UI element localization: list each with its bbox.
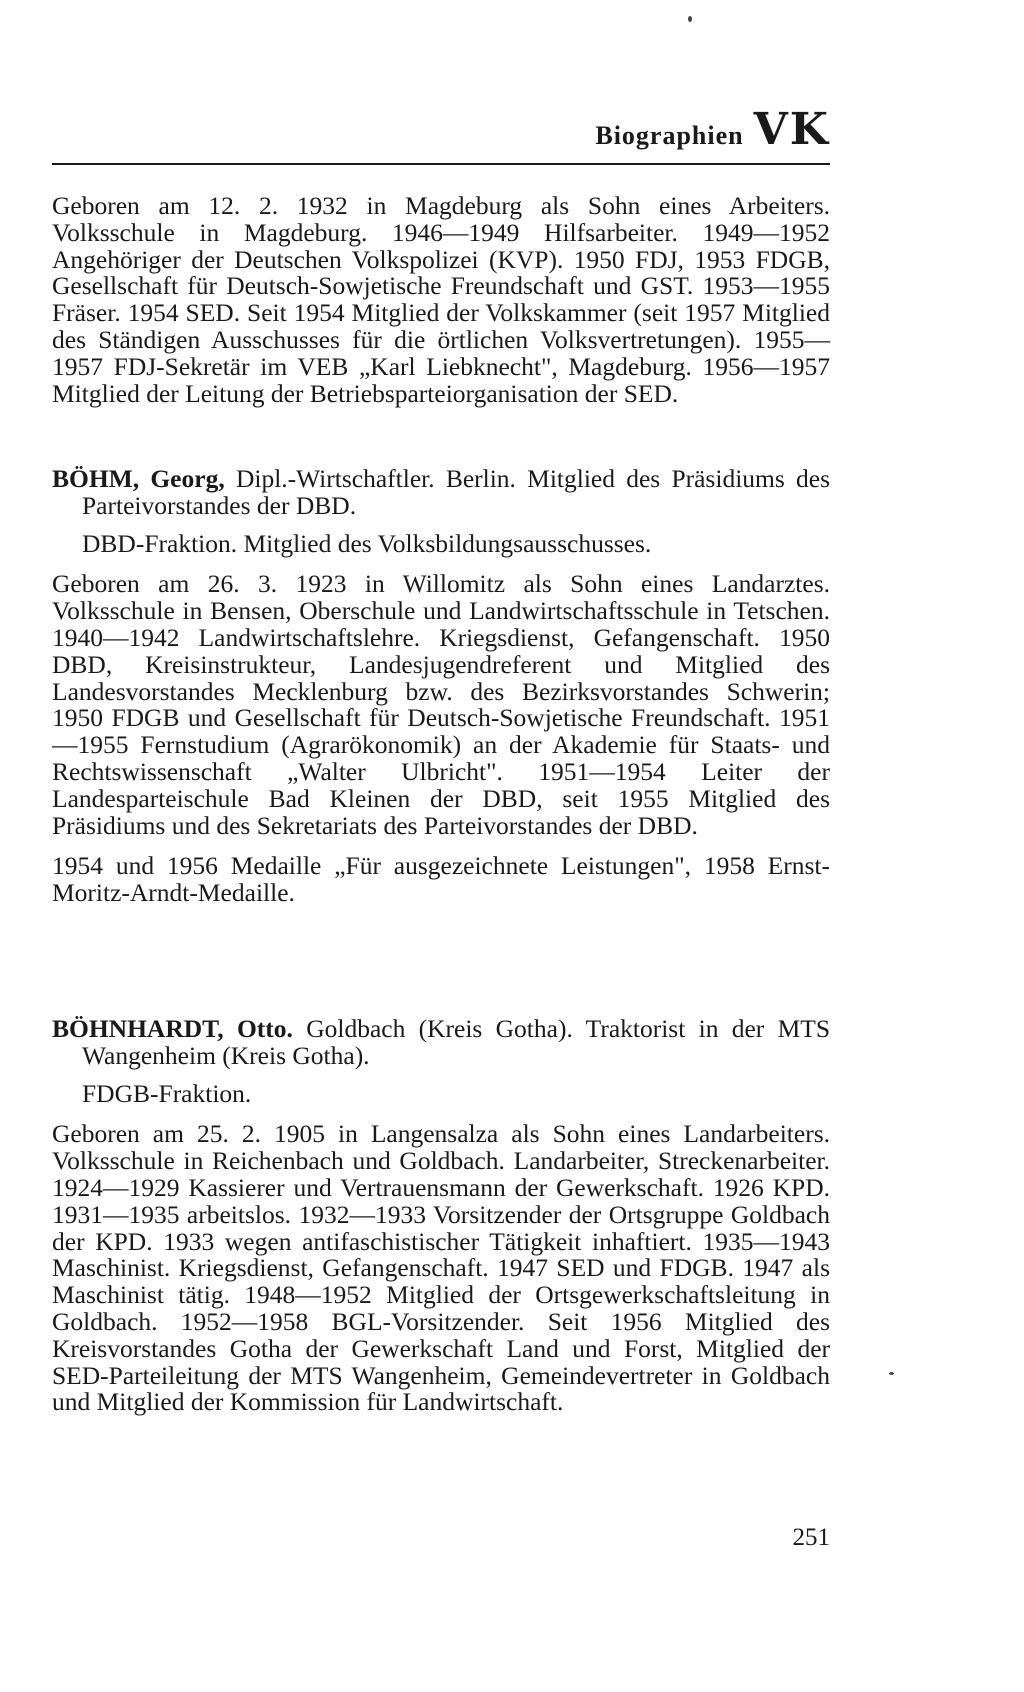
biography-paragraph: Geboren am 12. 2. 1932 in Magdeburg als Sohn eines Arbeiters. Volksschule in Magdeburg. 1946—1949 Hilfsarbeiter. 1949—1952 Angehöriger der Deutschen Volkspolizei (KVP). 1950 FDJ, 1953 FDGB, Gesellschaft für Deutsch-Sowjetische Freundschaft und GST. 1953—1955 Fräser. 1954 SED. Seit 1954 Mitglied der Volkskammer (seit 1957 Mitglied des Ständigen Ausschusses für die örtlichen Volksvertretungen). 1955—1957 FDJ-Sekretär im VEB „Karl Liebknecht", Magdeburg. 1956—1957 Mitglied der Leitung der Betriebsparteiorganisation der SED.	[52, 191, 830, 408]
book-page	[52, 0, 830, 1692]
running-header	[595, 104, 830, 155]
entry-fraction: DBD-Fraktion. Mitglied des Volksbildungsausschusses.	[82, 528, 652, 558]
entry-heading	[52, 466, 830, 520]
print-speck	[889, 1372, 894, 1375]
entry-head-text: Goldbach (Kreis Gotha). Traktorist in der MTS Wangenheim (Kreis Gotha).	[82, 1014, 831, 1070]
print-speck	[688, 16, 692, 22]
biography-paragraph: Geboren am 26. 3. 1923 in Willomitz als Sohn eines Landarztes. Volksschule in Bensen, Oberschule und Landwirtschaftsschule in Tetschen. 1940—1942 Landwirtschaftslehre. Kriegsdienst, Gefangenschaft. 1950 DBD, Kreisinstrukteur, Landesjugendreferent und Mitglied des Landesvorstandes Mecklenburg bzw. des Bezirksvorstandes Schwerin; 1950 FDGB und Gesellschaft für Deutsch-Sowjetische Freundschaft. 1951—1955 Fernstudium (Agrarökonomik) an der Akademie für Staats- und Rechtswissenschaft „Walter Ulbricht". 1951—1954 Leiter der Landesparteischule Bad Kleinen der DBD, seit 1955 Mitglied des Präsidiums und des Sekretariats des Parteivorstandes der DBD.	[52, 569, 830, 840]
header-letters: VK	[753, 104, 830, 155]
entry-head-text: Dipl.-Wirtschaftler. Berlin. Mitglied des Präsidiums des Parteivorstandes der DBD.	[82, 464, 831, 520]
awards-paragraph: 1954 und 1956 Medaille „Für ausgezeichnete Leistungen", 1958 Ernst-Moritz-Arndt-Medaille.	[52, 851, 830, 908]
entry-boehnhardt	[52, 1016, 830, 1416]
header-title: Biographien	[595, 121, 744, 150]
entry-fraction: FDGB-Fraktion.	[82, 1078, 252, 1108]
entry-name: BÖHNHARDT, Otto.	[52, 1014, 293, 1043]
entry-boehm	[52, 466, 830, 907]
entry-name: BÖHM, Georg,	[52, 464, 225, 493]
page-number: 251	[792, 1524, 830, 1551]
header-rule	[52, 163, 830, 165]
biography-paragraph: Geboren am 25. 2. 1905 in Langensalza als Sohn eines Landarbeiters. Volksschule in Reichenbach und Goldbach. Landarbeiter, Streckenarbeiter. 1924—1929 Kassierer und Vertrauensmann der Gewerkschaft. 1926 KPD. 1931—1935 arbeitslos. 1932—1933 Vorsitzender der Ortsgruppe Goldbach der KPD. 1933 wegen antifaschistischer Tätigkeit inhaftiert. 1935—1943 Maschinist. Kriegsdienst, Gefangenschaft. 1947 SED und FDGB. 1947 als Maschinist tätig. 1948—1952 Mitglied der Ortsgewerkschaftsleitung in Goldbach. 1952—1958 BGL-Vorsitzender. Seit 1956 Mitglied des Kreisvorstandes Gotha der Gewerkschaft Land und Forst, Mitglied der SED-Parteileitung der MTS Wangenheim, Gemeindevertreter in Goldbach und Mitglied der Kommission für Landwirtschaft.	[52, 1119, 830, 1417]
entry-heading	[52, 1016, 830, 1070]
entry-continuation	[52, 193, 830, 407]
